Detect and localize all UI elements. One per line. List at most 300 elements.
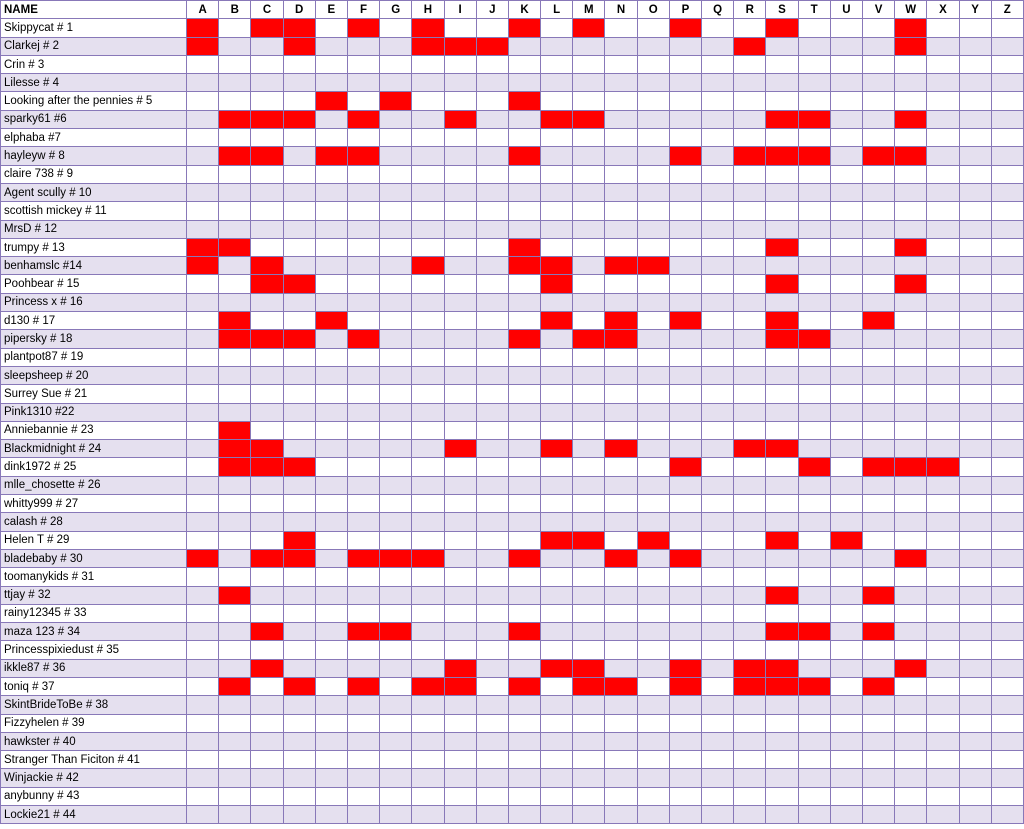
marked-cell-k[interactable] [508,92,540,110]
marked-cell-p[interactable] [669,19,701,37]
empty-cell-p[interactable] [669,604,701,622]
empty-cell-e[interactable] [315,513,347,531]
empty-cell-u[interactable] [830,238,862,256]
empty-cell-h[interactable] [412,623,444,641]
marked-cell-n[interactable] [605,549,637,567]
empty-cell-z[interactable] [991,732,1023,750]
empty-cell-t[interactable] [798,293,830,311]
empty-cell-f[interactable] [347,531,379,549]
marked-cell-x[interactable] [927,458,959,476]
empty-cell-w[interactable] [895,604,927,622]
empty-cell-n[interactable] [605,787,637,805]
empty-cell-e[interactable] [315,110,347,128]
empty-cell-o[interactable] [637,275,669,293]
empty-cell-c[interactable] [251,513,283,531]
empty-cell-k[interactable] [508,165,540,183]
empty-cell-a[interactable] [187,129,219,147]
empty-cell-x[interactable] [927,604,959,622]
empty-cell-d[interactable] [283,183,315,201]
empty-cell-g[interactable] [380,458,412,476]
empty-cell-v[interactable] [862,440,894,458]
empty-cell-b[interactable] [219,623,251,641]
empty-cell-e[interactable] [315,129,347,147]
empty-cell-m[interactable] [573,92,605,110]
marked-cell-w[interactable] [895,37,927,55]
empty-cell-o[interactable] [637,568,669,586]
empty-cell-n[interactable] [605,495,637,513]
empty-cell-q[interactable] [702,74,734,92]
empty-cell-z[interactable] [991,421,1023,439]
empty-cell-u[interactable] [830,293,862,311]
empty-cell-e[interactable] [315,257,347,275]
empty-cell-z[interactable] [991,37,1023,55]
empty-cell-f[interactable] [347,220,379,238]
empty-cell-t[interactable] [798,568,830,586]
marked-cell-m[interactable] [573,330,605,348]
empty-cell-m[interactable] [573,568,605,586]
empty-cell-x[interactable] [927,293,959,311]
empty-cell-x[interactable] [927,641,959,659]
marked-cell-l[interactable] [541,531,573,549]
empty-cell-h[interactable] [412,476,444,494]
empty-cell-h[interactable] [412,366,444,384]
empty-cell-l[interactable] [541,330,573,348]
empty-cell-e[interactable] [315,74,347,92]
empty-cell-g[interactable] [380,257,412,275]
empty-cell-p[interactable] [669,110,701,128]
empty-cell-a[interactable] [187,696,219,714]
empty-cell-g[interactable] [380,513,412,531]
empty-cell-d[interactable] [283,147,315,165]
empty-cell-s[interactable] [766,220,798,238]
marked-cell-s[interactable] [766,531,798,549]
empty-cell-f[interactable] [347,751,379,769]
empty-cell-n[interactable] [605,385,637,403]
empty-cell-o[interactable] [637,220,669,238]
empty-cell-a[interactable] [187,403,219,421]
empty-cell-l[interactable] [541,641,573,659]
empty-cell-y[interactable] [959,92,991,110]
empty-cell-q[interactable] [702,586,734,604]
empty-cell-a[interactable] [187,495,219,513]
empty-cell-l[interactable] [541,366,573,384]
empty-cell-x[interactable] [927,147,959,165]
empty-cell-d[interactable] [283,513,315,531]
empty-cell-z[interactable] [991,19,1023,37]
empty-cell-b[interactable] [219,641,251,659]
empty-cell-u[interactable] [830,19,862,37]
empty-cell-j[interactable] [476,202,508,220]
empty-cell-w[interactable] [895,293,927,311]
empty-cell-c[interactable] [251,74,283,92]
empty-cell-g[interactable] [380,37,412,55]
empty-cell-k[interactable] [508,787,540,805]
empty-cell-g[interactable] [380,568,412,586]
empty-cell-u[interactable] [830,403,862,421]
empty-cell-f[interactable] [347,641,379,659]
empty-cell-d[interactable] [283,257,315,275]
empty-cell-g[interactable] [380,330,412,348]
empty-cell-s[interactable] [766,366,798,384]
empty-cell-c[interactable] [251,586,283,604]
empty-cell-m[interactable] [573,183,605,201]
empty-cell-k[interactable] [508,696,540,714]
empty-cell-j[interactable] [476,220,508,238]
empty-cell-t[interactable] [798,641,830,659]
empty-cell-e[interactable] [315,421,347,439]
empty-cell-f[interactable] [347,385,379,403]
empty-cell-z[interactable] [991,623,1023,641]
empty-cell-d[interactable] [283,440,315,458]
empty-cell-h[interactable] [412,495,444,513]
marked-cell-v[interactable] [862,623,894,641]
empty-cell-y[interactable] [959,74,991,92]
empty-cell-b[interactable] [219,202,251,220]
empty-cell-u[interactable] [830,366,862,384]
empty-cell-u[interactable] [830,440,862,458]
empty-cell-n[interactable] [605,751,637,769]
empty-cell-r[interactable] [734,55,766,73]
empty-cell-j[interactable] [476,275,508,293]
empty-cell-u[interactable] [830,604,862,622]
empty-cell-o[interactable] [637,183,669,201]
empty-cell-f[interactable] [347,366,379,384]
marked-cell-v[interactable] [862,458,894,476]
empty-cell-f[interactable] [347,714,379,732]
empty-cell-m[interactable] [573,732,605,750]
marked-cell-d[interactable] [283,110,315,128]
empty-cell-r[interactable] [734,769,766,787]
empty-cell-q[interactable] [702,165,734,183]
empty-cell-n[interactable] [605,366,637,384]
empty-cell-e[interactable] [315,623,347,641]
marked-cell-p[interactable] [669,312,701,330]
empty-cell-k[interactable] [508,348,540,366]
empty-cell-f[interactable] [347,293,379,311]
empty-cell-g[interactable] [380,714,412,732]
empty-cell-x[interactable] [927,751,959,769]
empty-cell-x[interactable] [927,513,959,531]
marked-cell-f[interactable] [347,623,379,641]
empty-cell-r[interactable] [734,348,766,366]
empty-cell-v[interactable] [862,641,894,659]
empty-cell-l[interactable] [541,476,573,494]
empty-cell-k[interactable] [508,641,540,659]
empty-cell-a[interactable] [187,787,219,805]
marked-cell-t[interactable] [798,623,830,641]
empty-cell-z[interactable] [991,531,1023,549]
empty-cell-d[interactable] [283,586,315,604]
empty-cell-j[interactable] [476,238,508,256]
empty-cell-a[interactable] [187,55,219,73]
empty-cell-y[interactable] [959,604,991,622]
marked-cell-k[interactable] [508,549,540,567]
empty-cell-m[interactable] [573,751,605,769]
empty-cell-r[interactable] [734,458,766,476]
empty-cell-j[interactable] [476,641,508,659]
empty-cell-o[interactable] [637,586,669,604]
empty-cell-b[interactable] [219,275,251,293]
empty-cell-x[interactable] [927,19,959,37]
marked-cell-l[interactable] [541,312,573,330]
empty-cell-k[interactable] [508,769,540,787]
empty-cell-t[interactable] [798,403,830,421]
empty-cell-o[interactable] [637,110,669,128]
empty-cell-e[interactable] [315,677,347,695]
empty-cell-v[interactable] [862,275,894,293]
empty-cell-g[interactable] [380,129,412,147]
empty-cell-l[interactable] [541,604,573,622]
marked-cell-r[interactable] [734,659,766,677]
empty-cell-p[interactable] [669,55,701,73]
empty-cell-y[interactable] [959,751,991,769]
marked-cell-h[interactable] [412,37,444,55]
empty-cell-t[interactable] [798,129,830,147]
empty-cell-h[interactable] [412,202,444,220]
empty-cell-b[interactable] [219,129,251,147]
marked-cell-w[interactable] [895,458,927,476]
empty-cell-i[interactable] [444,312,476,330]
empty-cell-z[interactable] [991,92,1023,110]
marked-cell-k[interactable] [508,257,540,275]
empty-cell-h[interactable] [412,769,444,787]
empty-cell-w[interactable] [895,183,927,201]
marked-cell-a[interactable] [187,257,219,275]
empty-cell-f[interactable] [347,513,379,531]
empty-cell-v[interactable] [862,110,894,128]
empty-cell-d[interactable] [283,74,315,92]
empty-cell-u[interactable] [830,806,862,824]
empty-cell-p[interactable] [669,568,701,586]
empty-cell-y[interactable] [959,623,991,641]
empty-cell-n[interactable] [605,275,637,293]
empty-cell-q[interactable] [702,769,734,787]
empty-cell-p[interactable] [669,275,701,293]
empty-cell-j[interactable] [476,421,508,439]
empty-cell-r[interactable] [734,183,766,201]
empty-cell-z[interactable] [991,366,1023,384]
empty-cell-h[interactable] [412,568,444,586]
empty-cell-l[interactable] [541,421,573,439]
empty-cell-x[interactable] [927,440,959,458]
empty-cell-c[interactable] [251,787,283,805]
empty-cell-z[interactable] [991,202,1023,220]
marked-cell-s[interactable] [766,110,798,128]
empty-cell-b[interactable] [219,19,251,37]
empty-cell-e[interactable] [315,531,347,549]
empty-cell-q[interactable] [702,495,734,513]
empty-cell-q[interactable] [702,751,734,769]
empty-cell-w[interactable] [895,787,927,805]
empty-cell-h[interactable] [412,440,444,458]
empty-cell-b[interactable] [219,74,251,92]
empty-cell-s[interactable] [766,421,798,439]
empty-cell-i[interactable] [444,513,476,531]
empty-cell-h[interactable] [412,129,444,147]
empty-cell-b[interactable] [219,751,251,769]
empty-cell-y[interactable] [959,495,991,513]
empty-cell-f[interactable] [347,440,379,458]
marked-cell-s[interactable] [766,147,798,165]
empty-cell-q[interactable] [702,513,734,531]
marked-cell-f[interactable] [347,110,379,128]
empty-cell-e[interactable] [315,495,347,513]
empty-cell-t[interactable] [798,92,830,110]
marked-cell-w[interactable] [895,659,927,677]
empty-cell-d[interactable] [283,312,315,330]
empty-cell-g[interactable] [380,275,412,293]
empty-cell-a[interactable] [187,440,219,458]
marked-cell-k[interactable] [508,677,540,695]
empty-cell-a[interactable] [187,165,219,183]
empty-cell-t[interactable] [798,312,830,330]
empty-cell-u[interactable] [830,421,862,439]
marked-cell-p[interactable] [669,549,701,567]
empty-cell-o[interactable] [637,19,669,37]
marked-cell-h[interactable] [412,19,444,37]
empty-cell-n[interactable] [605,129,637,147]
empty-cell-r[interactable] [734,385,766,403]
empty-cell-x[interactable] [927,769,959,787]
empty-cell-d[interactable] [283,403,315,421]
marked-cell-d[interactable] [283,677,315,695]
empty-cell-a[interactable] [187,348,219,366]
empty-cell-r[interactable] [734,110,766,128]
empty-cell-j[interactable] [476,129,508,147]
empty-cell-r[interactable] [734,312,766,330]
empty-cell-e[interactable] [315,440,347,458]
empty-cell-s[interactable] [766,696,798,714]
empty-cell-y[interactable] [959,769,991,787]
empty-cell-o[interactable] [637,751,669,769]
empty-cell-v[interactable] [862,696,894,714]
empty-cell-u[interactable] [830,568,862,586]
empty-cell-b[interactable] [219,403,251,421]
empty-cell-e[interactable] [315,293,347,311]
empty-cell-g[interactable] [380,366,412,384]
empty-cell-j[interactable] [476,604,508,622]
marked-cell-d[interactable] [283,458,315,476]
empty-cell-b[interactable] [219,787,251,805]
empty-cell-j[interactable] [476,549,508,567]
empty-cell-z[interactable] [991,677,1023,695]
marked-cell-b[interactable] [219,330,251,348]
empty-cell-k[interactable] [508,568,540,586]
empty-cell-s[interactable] [766,257,798,275]
empty-cell-t[interactable] [798,348,830,366]
marked-cell-f[interactable] [347,677,379,695]
empty-cell-w[interactable] [895,769,927,787]
marked-cell-c[interactable] [251,110,283,128]
empty-cell-s[interactable] [766,495,798,513]
empty-cell-y[interactable] [959,165,991,183]
empty-cell-n[interactable] [605,165,637,183]
empty-cell-d[interactable] [283,769,315,787]
empty-cell-g[interactable] [380,74,412,92]
empty-cell-x[interactable] [927,421,959,439]
empty-cell-o[interactable] [637,165,669,183]
empty-cell-j[interactable] [476,495,508,513]
marked-cell-k[interactable] [508,330,540,348]
empty-cell-i[interactable] [444,714,476,732]
empty-cell-g[interactable] [380,202,412,220]
marked-cell-h[interactable] [412,549,444,567]
empty-cell-s[interactable] [766,641,798,659]
empty-cell-a[interactable] [187,421,219,439]
marked-cell-n[interactable] [605,330,637,348]
marked-cell-v[interactable] [862,312,894,330]
empty-cell-k[interactable] [508,55,540,73]
empty-cell-t[interactable] [798,238,830,256]
empty-cell-p[interactable] [669,238,701,256]
empty-cell-p[interactable] [669,293,701,311]
empty-cell-n[interactable] [605,348,637,366]
empty-cell-s[interactable] [766,129,798,147]
empty-cell-e[interactable] [315,586,347,604]
empty-cell-d[interactable] [283,238,315,256]
empty-cell-g[interactable] [380,421,412,439]
empty-cell-r[interactable] [734,806,766,824]
empty-cell-j[interactable] [476,348,508,366]
empty-cell-x[interactable] [927,659,959,677]
empty-cell-v[interactable] [862,37,894,55]
empty-cell-y[interactable] [959,257,991,275]
empty-cell-z[interactable] [991,147,1023,165]
empty-cell-s[interactable] [766,165,798,183]
empty-cell-b[interactable] [219,604,251,622]
empty-cell-z[interactable] [991,714,1023,732]
empty-cell-s[interactable] [766,787,798,805]
empty-cell-a[interactable] [187,220,219,238]
empty-cell-k[interactable] [508,37,540,55]
marked-cell-k[interactable] [508,19,540,37]
empty-cell-n[interactable] [605,220,637,238]
empty-cell-q[interactable] [702,659,734,677]
empty-cell-p[interactable] [669,183,701,201]
empty-cell-z[interactable] [991,165,1023,183]
empty-cell-s[interactable] [766,604,798,622]
empty-cell-l[interactable] [541,513,573,531]
empty-cell-i[interactable] [444,92,476,110]
empty-cell-y[interactable] [959,531,991,549]
empty-cell-p[interactable] [669,220,701,238]
empty-cell-s[interactable] [766,74,798,92]
empty-cell-v[interactable] [862,421,894,439]
empty-cell-n[interactable] [605,55,637,73]
empty-cell-q[interactable] [702,330,734,348]
empty-cell-b[interactable] [219,92,251,110]
marked-cell-s[interactable] [766,275,798,293]
empty-cell-r[interactable] [734,202,766,220]
empty-cell-j[interactable] [476,458,508,476]
empty-cell-o[interactable] [637,421,669,439]
empty-cell-q[interactable] [702,641,734,659]
empty-cell-c[interactable] [251,677,283,695]
empty-cell-r[interactable] [734,732,766,750]
empty-cell-c[interactable] [251,769,283,787]
empty-cell-w[interactable] [895,732,927,750]
marked-cell-c[interactable] [251,623,283,641]
empty-cell-r[interactable] [734,293,766,311]
empty-cell-v[interactable] [862,549,894,567]
marked-cell-m[interactable] [573,677,605,695]
empty-cell-i[interactable] [444,129,476,147]
empty-cell-c[interactable] [251,641,283,659]
empty-cell-i[interactable] [444,623,476,641]
empty-cell-c[interactable] [251,312,283,330]
empty-cell-f[interactable] [347,348,379,366]
empty-cell-b[interactable] [219,714,251,732]
